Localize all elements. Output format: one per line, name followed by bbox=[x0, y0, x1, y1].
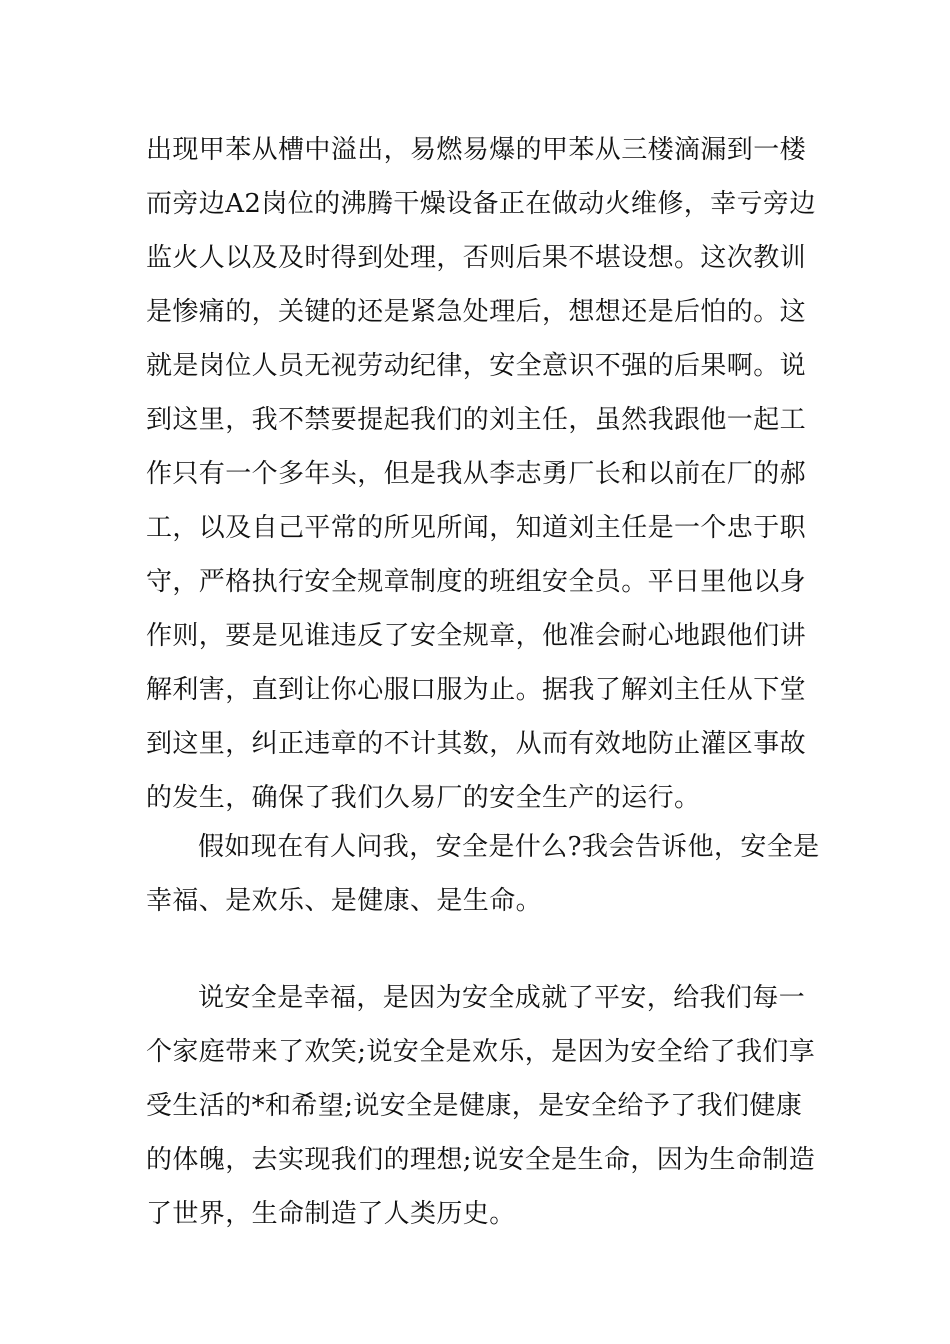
text-line: 解利害，直到让你心服口服为止。据我了解刘主任从下堂 bbox=[146, 675, 807, 705]
text-line: 了世界，生命制造了人类历史。 bbox=[146, 1199, 516, 1229]
text-line: 到这里，纠正违章的不计其数，从而有效地防止灌区事故 bbox=[146, 729, 807, 759]
text-line: 作则，要是见谁违反了安全规章，他准会耐心地跟他们讲 bbox=[146, 621, 807, 651]
text-line: 受生活的*和希望;说安全是健康，是安全给予了我们健康 bbox=[146, 1091, 803, 1121]
text-line: 出现甲苯从槽中溢出，易燃易爆的甲苯从三楼滴漏到一楼 bbox=[146, 135, 807, 165]
text-line: 的发生，确保了我们久易厂的安全生产的运行。 bbox=[146, 783, 701, 813]
text-line: 幸福、是欢乐、是健康、是生命。 bbox=[146, 886, 543, 916]
text-line: 假如现在有人问我，安全是什么?我会告诉他，安全是 bbox=[198, 832, 820, 862]
text-line: 到这里，我不禁要提起我们的刘主任，虽然我跟他一起工 bbox=[146, 405, 807, 435]
text-line: 就是岗位人员无视劳动纪律，安全意识不强的后果啊。说 bbox=[146, 351, 807, 381]
paragraph-3 bbox=[146, 971, 814, 1241]
paragraph-2 bbox=[146, 820, 820, 928]
text-line: 说安全是幸福，是因为安全成就了平安，给我们每一 bbox=[198, 983, 806, 1013]
text-line: 工，以及自己平常的所见所闻，知道刘主任是一个忠于职 bbox=[146, 513, 807, 543]
text-line: 守，严格执行安全规章制度的班组安全员。平日里他以身 bbox=[146, 567, 807, 597]
text-line: 是惨痛的，关键的还是紧急处理后，想想还是后怕的。这 bbox=[146, 297, 807, 327]
text-line: 而旁边A2岗位的沸腾干燥设备正在做动火维修，幸亏旁边 bbox=[146, 189, 816, 219]
text-line: 监火人以及及时得到处理，否则后果不堪设想。这次教训 bbox=[146, 243, 807, 273]
text-line: 作只有一个多年头，但是我从李志勇厂长和以前在厂的郝 bbox=[146, 459, 807, 489]
paragraph-1 bbox=[146, 123, 814, 825]
text-line: 个家庭带来了欢笑;说安全是欢乐，是因为安全给了我们享 bbox=[146, 1037, 816, 1067]
text-line: 的体魄，去实现我们的理想;说安全是生命，因为生命制造 bbox=[146, 1145, 816, 1175]
